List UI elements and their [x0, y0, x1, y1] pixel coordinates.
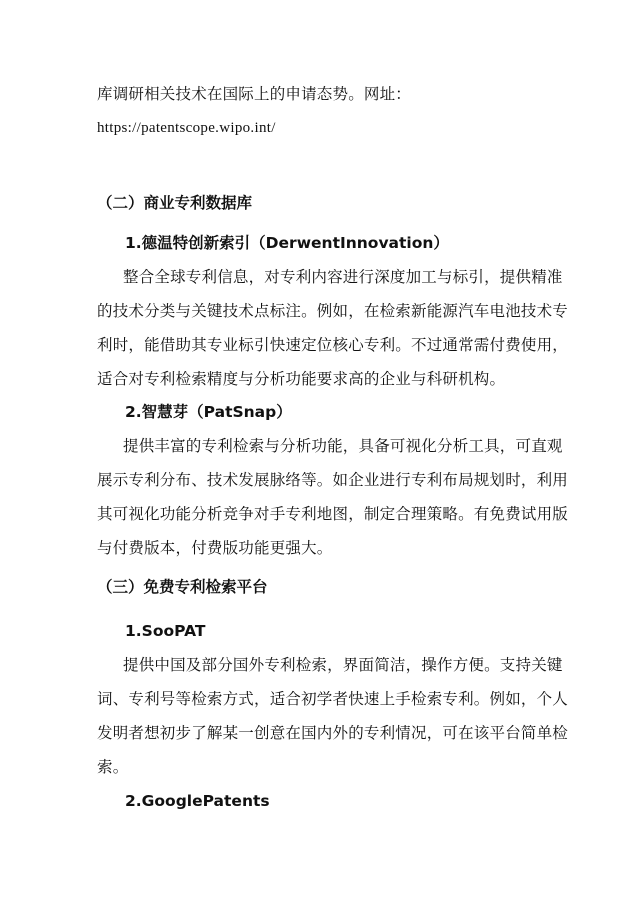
intro-line: 库调研相关技术在国际上的申请态势。网址： [97, 85, 412, 103]
item-title-soopat: 1.SooPAT [125, 622, 206, 640]
paragraph-line: 适合对专利检索精度与分析功能要求高的企业与科研机构。 [97, 370, 506, 388]
paragraph-line: 提供中国及部分国外专利检索，界面简洁，操作方便。支持关键 [123, 656, 563, 674]
paragraph-line: 其可视化功能分析竞争对手专利地图，制定合理策略。有免费试用版 [97, 505, 569, 523]
item-title-google-patents: 2.GooglePatents [125, 792, 270, 810]
paragraph-line: 发明者想初步了解某一创意在国内外的专利情况，可在该平台简单检 [97, 724, 569, 742]
paragraph-line: 索。 [97, 758, 129, 776]
item-title-patsnap: 2.智慧芽（PatSnap） [125, 403, 292, 421]
patentscope-url: https://patentscope.wipo.int/ [97, 120, 276, 136]
paragraph-line: 的技术分类与关键技术点标注。例如，在检索新能源汽车电池技术专 [97, 302, 569, 320]
paragraph-line: 展示专利分布、技术发展脉络等。如企业进行专利布局规划时，利用 [97, 471, 569, 489]
paragraph-line: 词、专利号等检索方式，适合初学者快速上手检索专利。例如，个人 [97, 690, 569, 708]
item-title-derwent: 1.德温特创新索引（DerwentInnovation） [125, 234, 449, 252]
paragraph-line: 利时，能借助其专业标引快速定位核心专利。不过通常需付费使用， [97, 336, 569, 354]
section-heading-free-platforms: （三）免费专利检索平台 [97, 578, 268, 596]
paragraph-line: 整合全球专利信息，对专利内容进行深度加工与标引，提供精准 [123, 268, 563, 286]
paragraph-line: 提供丰富的专利检索与分析功能，具备可视化分析工具，可直观 [123, 437, 563, 455]
section-heading-commercial-databases: （二）商业专利数据库 [97, 194, 253, 212]
paragraph-line: 与付费版本，付费版功能更强大。 [97, 539, 333, 557]
